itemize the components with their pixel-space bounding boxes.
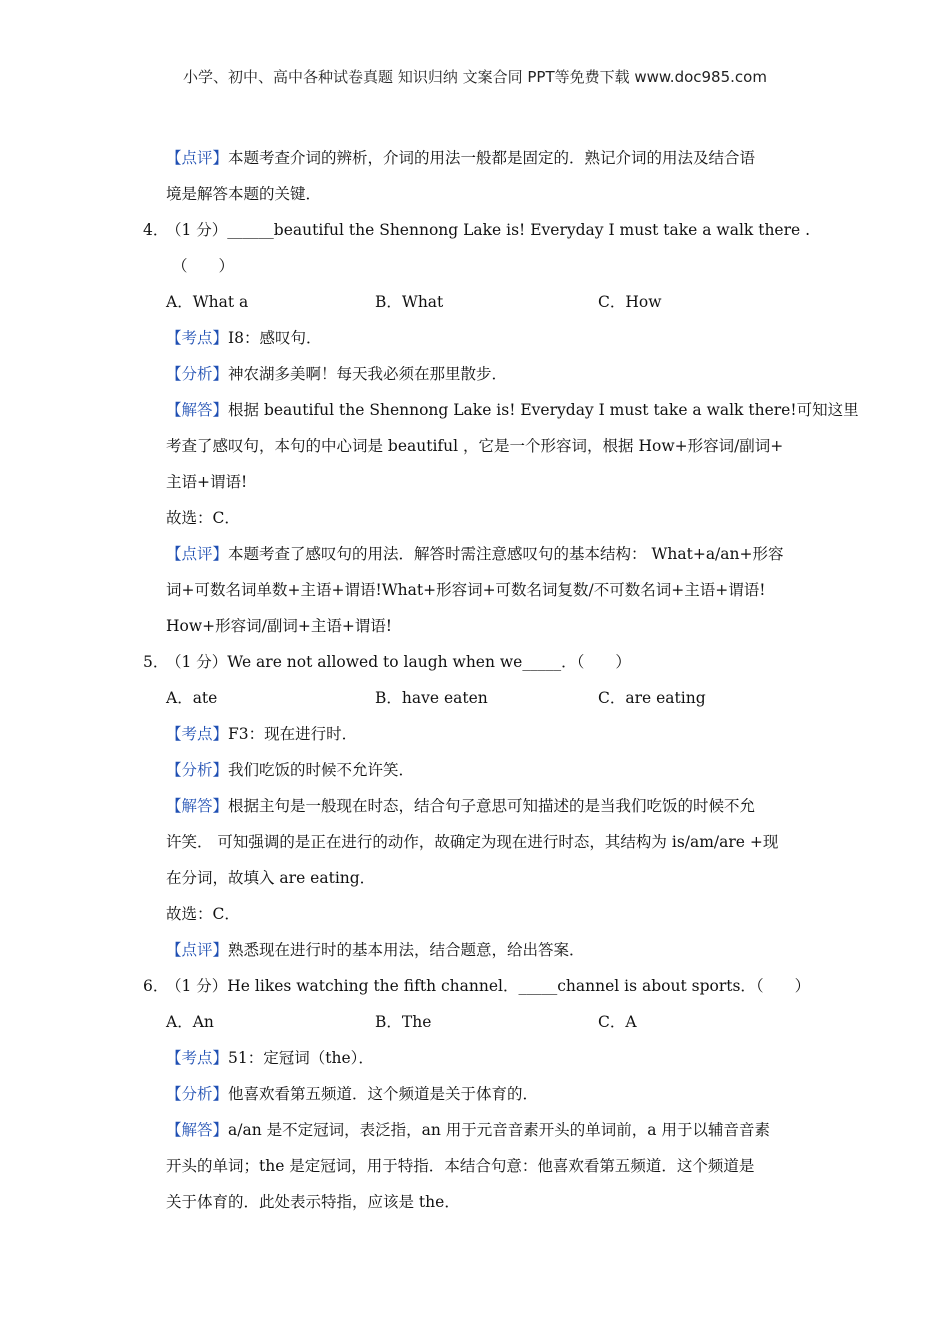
q4-options	[0, 284, 950, 320]
q4-number: 4．	[143, 221, 169, 239]
q5-stem	[0, 644, 950, 680]
analysis-tag: 【分析】	[166, 761, 229, 779]
page-header: 小学、初中、高中各种试卷真题 知识归纳 文案合同 PPT等免费下载 www.doc985.com	[183, 68, 767, 86]
q5-fenxi: 【分析】我们吃饭的时候不允许笑．	[166, 761, 415, 779]
q6-kaodian: 【考点】51：定冠词（the）．	[166, 1049, 374, 1067]
solution-tag: 【解答】	[166, 797, 229, 815]
solution-tag: 【解答】	[166, 1121, 229, 1139]
q6-jieda-line-1: 【解答】a/an 是不定冠词，表泛指，an 用于元音音素开头的单词前，a 用于以辅音音素	[166, 1121, 770, 1139]
q4-option-c: C．How	[598, 293, 662, 311]
q5-kaodian: 【考点】F3：现在进行时．	[166, 725, 358, 743]
q5-jieda-line-3: 在分词，故填入 are eating．	[166, 869, 376, 887]
q6-jieda-line-2: 开头的单词；the 是定冠词，用于特指．本结合句意：他喜欢看第五频道．这个频道是	[166, 1157, 755, 1175]
q5-dianping: 【点评】熟悉现在进行时的基本用法，结合题意，给出答案．	[166, 941, 585, 959]
q5-jieda-line-2: 许笑． 可知强调的是正在进行的动作，故确定为现在进行时态，其结构为 is/am/are +现	[166, 833, 779, 851]
analysis-tag: 【分析】	[166, 365, 229, 383]
topic-tag: 【考点】	[166, 329, 229, 347]
q4-kaodian: 【考点】I8：感叹句．	[166, 329, 322, 347]
comment-tag: 【点评】	[166, 941, 229, 959]
q4-jieda-line-2: 考查了感叹句，本句的中心词是 beautiful ，它是一个形容词，根据 How+形容词/副词+	[166, 437, 784, 455]
q4-jieda-line-3: 主语+谓语!	[166, 473, 248, 491]
comment-tag: 【点评】	[166, 545, 229, 563]
q4-stem	[0, 212, 950, 248]
q4-paren-line	[0, 248, 950, 284]
q4-dianping-line-1: 【点评】本题考查了感叹句的用法．解答时需注意感叹句的基本结构： What+a/an+形容	[166, 545, 784, 563]
q5-answer: 故选：C．	[166, 905, 240, 923]
q4-option-a: A．What a	[166, 293, 249, 311]
q6-option-c: C．A	[598, 1013, 637, 1031]
q4-answer: 故选：C．	[166, 509, 240, 527]
q5-number: 5．	[143, 653, 169, 671]
q4-dianping-line-3: How+形容词/副词+主语+谓语!	[166, 617, 393, 635]
intro-comment-line-1: 【点评】本题考查介词的辨析，介词的用法一般都是固定的．熟记介词的用法及结合语	[166, 149, 756, 167]
q6-option-b: B．The	[375, 1013, 432, 1031]
q6-stem-text: （1 分）He likes watching the fifth channel．_____channel is about sports．（ ）	[166, 977, 811, 995]
intro-comment-line-2: 境是解答本题的关键．	[166, 185, 322, 203]
q4-fenxi: 【分析】神农湖多美啊！每天我必须在那里散步．	[166, 365, 508, 383]
analysis-tag: 【分析】	[166, 1085, 229, 1103]
q4-stem-text: （1 分）______beautiful the Shennong Lake is! Everyday I must take a walk there .	[166, 221, 811, 239]
q5-options	[0, 680, 950, 716]
q4-dianping-line-2: 词+可数名词单数+主语+谓语!What+形容词+可数名词复数/不可数名词+主语+谓语!	[166, 581, 766, 599]
q5-option-b: B．have eaten	[375, 689, 488, 707]
q6-fenxi: 【分析】他喜欢看第五频道．这个频道是关于体育的．	[166, 1085, 539, 1103]
comment-tag: 【点评】	[166, 149, 229, 167]
q5-option-c: C．are eating	[598, 689, 706, 707]
q6-option-a: A．An	[166, 1013, 214, 1031]
q6-options	[0, 1004, 950, 1040]
answer-paren: （ ）	[172, 257, 235, 275]
q5-stem-text: （1 分）We are not allowed to laugh when we_____．（ ）	[166, 653, 631, 671]
q6-number: 6．	[143, 977, 169, 995]
q6-jieda-line-3: 关于体育的．此处表示特指，应该是 the．	[166, 1193, 460, 1211]
solution-tag: 【解答】	[166, 401, 229, 419]
q5-option-a: A．ate	[166, 689, 218, 707]
topic-tag: 【考点】	[166, 1049, 229, 1067]
topic-tag: 【考点】	[166, 725, 229, 743]
q4-jieda-line-1: 【解答】根据 beautiful the Shennong Lake is! Everyday I must take a walk there!可知这里	[166, 401, 859, 419]
document-body	[0, 140, 950, 1220]
q6-stem	[0, 968, 950, 1004]
q4-option-b: B．What	[375, 293, 444, 311]
q5-jieda-line-1: 【解答】根据主句是一般现在时态，结合句子意思可知描述的是当我们吃饭的时候不允	[166, 797, 756, 815]
